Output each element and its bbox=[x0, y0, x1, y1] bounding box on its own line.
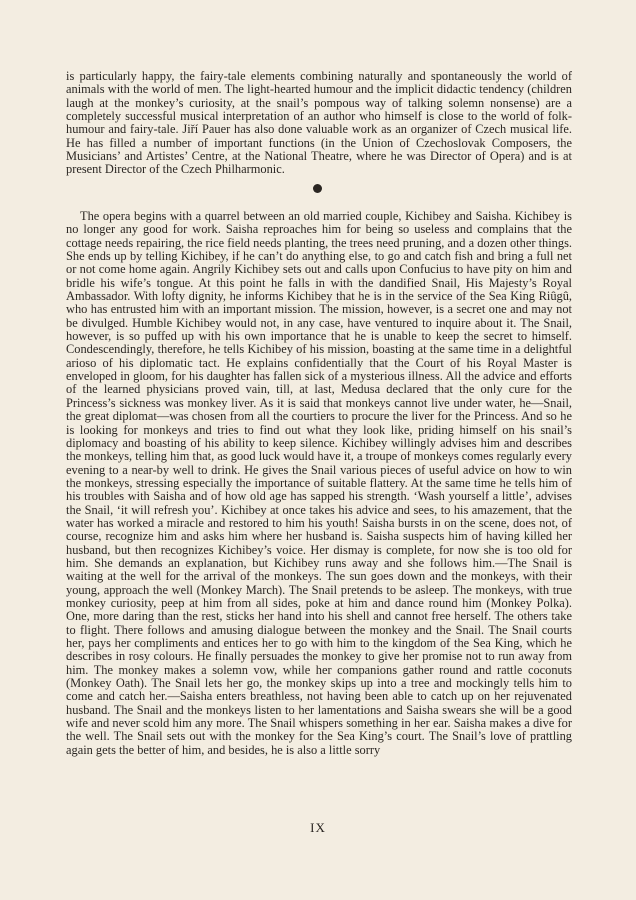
section-divider-bullet bbox=[313, 184, 322, 193]
intro-paragraph: is particularly happy, the fairy-tale elements combining naturally and spontaneously the world of animals with the world of men. The light-hearted humour and the implicit didactic tendency (children laugh at the monkey’s curiosity, at the snail’s pompous way of talking solemn nonsense) are a completely successful musical interpretation of an author who himself is close to the world of folk-humour and fairy-tale. Jiří Pauer has also done valuable work as an organizer of Czech musical life. He has filled a number of important functions (in the Union of Czechoslovak Composers, the Musicians’ and Artistes’ Centre, at the National Theatre, where he was Director of Opera) and is at present Director of the Czech Philharmonic. bbox=[66, 69, 572, 177]
synopsis-paragraph: The opera begins with a quarrel between an old married couple, Kichibey and Saisha. Kichibey is no longer any good for work. Saisha reproaches him for being so useless and complains that the cottage needs repairing, the rice field needs planting, the trees need pruning, and a dozen other things. She ends up by telling Kichibey, if he can’t do anything else, to go and catch fish and bring a full net or not come home again. Angrily Kichibey sets out and calls upon Confucius to have pity on him and bridle his wife’s tongue. At this point he falls in with the dandified Snail, His Majesty’s Royal Ambassador. With lofty dignity, he informs Kichibey that he is in the service of the Sea King Riûgû, who has entrusted him with an important mission. The mission, however, is a secret one and may not be divulged. Humble Kichibey would not, in any case, have ventured to inquire about it. The Snail, however, is so puffed up with his own importance that he is unable to keep the secret to himself. Condescendingly, therefore, he tells Kichibey of his mission, boasting at the same time in a delightful arioso of his diplomatic tact. He explains confidentially that the Court of his Royal Master is enveloped in gloom, for his daughter has fallen sick of a mysterious illness. All the advice and efforts of the learned physicians proved vain, till, at last, Medusa declared that the only cure for the Princess’s sickness was monkey liver. As it is said that monkeys cannot live under water, he—Snail, the great diplomat—was chosen from all the courtiers to procure the liver for the Princess. And so he is looking for monkeys and tries to find out what they look like, priding himself on his snail’s diplomacy and boasting of his ability to keep silence. Kichibey willingly advises him and describes the monkeys, telling him that, as good luck would have it, a troupe of monkeys comes regularly every evening to a near-by well to drink. He gives the Snail various pieces of useful advice on how to win the monkeys, stressing especially the importance of suitable flattery. At the same time he tells him of his troubles with Saisha and of how old age has sapped his strength. ‘Wash yourself a little’, advises the Snail, ‘it will refresh you’. Kichibey at once takes his advice and sees, to his amazement, that the water has worked a miracle and restored to him his youth! Saisha bursts in on the scene, does not, of course, recognize him and asks him where her husband is. Saisha suspects him of having killed her husband, but then recognizes Kichibey’s voice. Her dismay is complete, for now she is too old for him. She demands an explanation, but Kichibey runs away and she follows him.—The Snail is waiting at the well for the arrival of the monkeys. The sun goes down and the monkeys, with their young, approach the well (Monkey March). The Snail pretends to be asleep. The monkeys, with true monkey curiosity, peep at him from all sides, poke at him and dance round him (Monkey Polka). One, more daring than the rest, sticks her hand into his shell and cannot free herself. The others take to flight. There follows and amusing dialogue between the monkey and the Snail. The Snail courts her, pays her compliments and entices her to go with him to the kingdom of the Sea King, which he describes in rosy colours. He finally persuades the monkey to give her promise not to run away from him. The monkey makes a solemn vow, while her companions gather round and rattle coconuts (Monkey Oath). The Snail lets her go, the monkey skips up into a tree and mockingly tells him to come and catch her.—Saisha enters breathless, not having been able to catch up on her rejuvenated husband. The Snail and the monkeys listen to her lamentations and Saisha swears she will be a good wife and never scold him any more. The Snail whispers something in her ear. Saisha makes a dive for the well. The Snail sets out with the monkey for the Sea King’s court. The Snail’s love of prattling again gets the better of him, and besides, he is also a little sorry bbox=[66, 209, 572, 757]
page-number: IX bbox=[310, 820, 326, 835]
